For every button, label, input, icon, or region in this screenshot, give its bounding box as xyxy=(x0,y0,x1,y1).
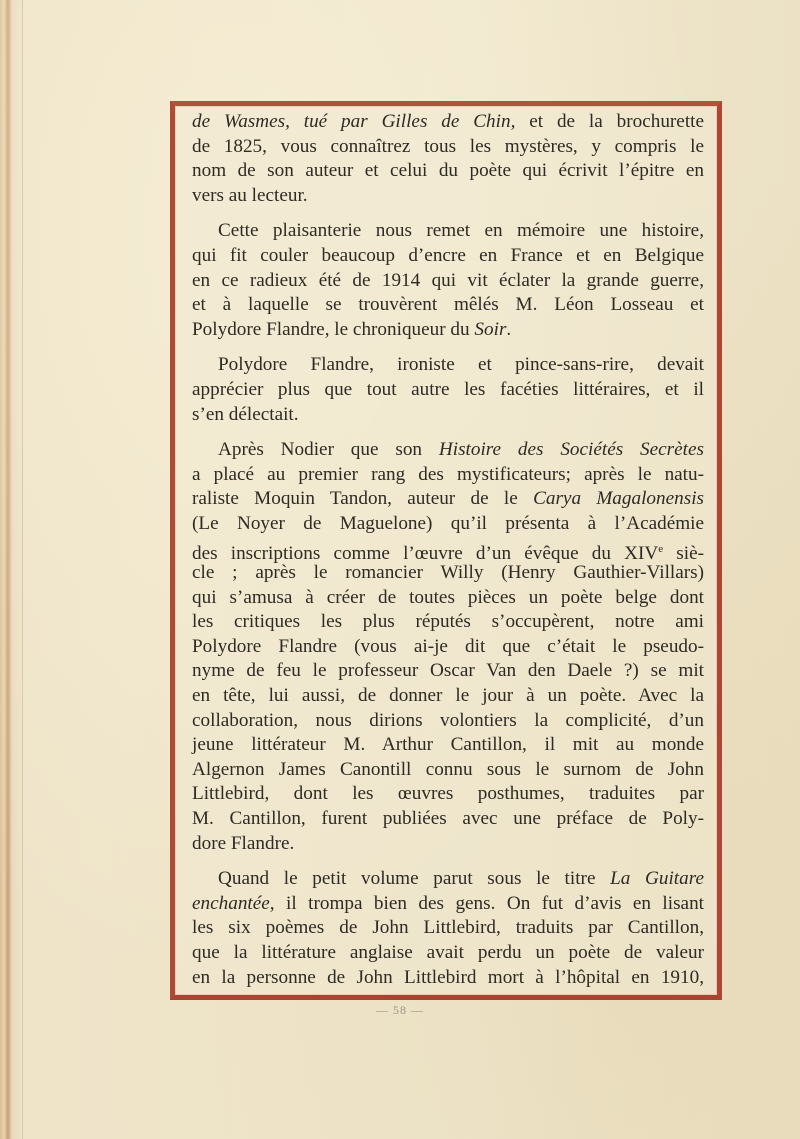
italic-text: Histoire des Sociétés Secrètes xyxy=(438,439,704,461)
text-run: Polydore Flandre, ironiste et pince-sans-rire, devait xyxy=(218,354,704,376)
text-line xyxy=(192,966,704,991)
page-number: — 58 — xyxy=(376,1003,424,1017)
text-line xyxy=(192,916,704,941)
text-run: jeune littérateur M. Arthur Cantillon, il mit au monde xyxy=(192,734,704,756)
paragraph-gap xyxy=(192,208,704,219)
text-run: les six poèmes de John Littlebird, traduits par Cantillon, xyxy=(192,917,704,939)
text-run: cle ; après le romancier Willy (Henry Gauthier-Villars) xyxy=(192,562,704,584)
text-run: , il trompa bien des gens. On fut d’avis en lisant xyxy=(269,892,704,914)
text-run: Polydore Flandre (vous ai-je dit que c’était le pseudo- xyxy=(192,635,704,657)
text-run: dore Flandre. xyxy=(192,832,295,854)
text-run: Cette plaisanterie nous remet en mémoire une histoire, xyxy=(218,220,704,242)
book-spine-crease xyxy=(22,0,23,1139)
text-run: qui s’amusa à créer de toutes pièces un poète belge dont xyxy=(192,586,704,608)
text-run: M. Cantillon, furent publiées avec une préface de Poly- xyxy=(192,808,704,830)
text-line xyxy=(192,353,704,378)
text-line xyxy=(192,659,704,684)
italic-text: enchantée xyxy=(192,892,270,914)
italic-text: La Guitare xyxy=(610,868,704,890)
text-line xyxy=(192,684,704,709)
text-line xyxy=(192,184,704,209)
text-line xyxy=(192,318,704,343)
text-run: en tête, lui aussi, de donner le jour à un poète. Avec la xyxy=(192,685,704,707)
text-line xyxy=(192,463,704,488)
text-line xyxy=(192,733,704,758)
text-run: Quand le petit volume parut sous le titre xyxy=(218,868,611,890)
text-line xyxy=(192,807,704,832)
text-line xyxy=(192,832,704,857)
text-line xyxy=(192,244,704,269)
text-run: siè- xyxy=(663,542,704,564)
text-line xyxy=(192,635,704,660)
text-line xyxy=(192,403,704,428)
text-run: . xyxy=(506,318,512,340)
paragraph xyxy=(192,353,704,427)
text-run: apprécier plus que tout autre les facéties littéraires, et il xyxy=(192,378,704,400)
text-run: nyme de feu le professeur Oscar Van den Daele ?) se mit xyxy=(192,660,704,682)
text-line xyxy=(192,487,704,512)
paragraph xyxy=(192,867,704,990)
text-run: collaboration, nous dirions volontiers la complicité, d’un xyxy=(192,709,704,731)
paragraph xyxy=(192,219,704,342)
text-line xyxy=(192,586,704,611)
text-run: Polydore Flandre, le chroniqueur du xyxy=(192,318,475,340)
paragraph xyxy=(192,438,704,856)
text-line xyxy=(192,867,704,892)
text-run: qui fit couler beaucoup d’encre en France et en Belgique xyxy=(192,244,704,266)
text-run: des inscriptions comme l’œuvre d’un évêque du XIV xyxy=(192,542,659,564)
page-border-frame xyxy=(170,101,722,1000)
text-line xyxy=(192,892,704,917)
page-body-text xyxy=(192,110,704,990)
text-run: a placé au premier rang des mystificateurs; après le natu- xyxy=(192,463,704,485)
text-run: Littlebird, dont les œuvres posthumes, traduites par xyxy=(192,783,704,805)
text-line xyxy=(192,537,704,562)
text-run: que la littérature anglaise avait perdu un poète de valeur xyxy=(192,942,704,963)
text-line xyxy=(192,610,704,635)
text-run: et à laquelle se trouvèrent mêlés M. Léon Losseau et xyxy=(192,294,704,316)
text-line xyxy=(192,709,704,734)
text-line xyxy=(192,110,704,135)
text-line xyxy=(192,561,704,586)
text-line xyxy=(192,219,704,244)
text-run: en la personne de John Littlebird mort à l’hôpital en 1910, xyxy=(192,966,704,988)
superscript-text: e xyxy=(658,542,664,555)
text-line xyxy=(192,438,704,463)
paragraph-gap xyxy=(192,342,704,353)
text-run: nom de son auteur et celui du poète qui écrivit l’épitre en xyxy=(192,160,704,182)
text-run: et de la brochurette xyxy=(515,111,705,132)
text-run: Après Nodier que son xyxy=(218,439,439,461)
text-line xyxy=(192,758,704,783)
italic-text: de Wasmes, tué par Gilles de Chin, xyxy=(192,111,516,132)
paragraph-gap xyxy=(192,856,704,867)
paragraph xyxy=(192,110,704,208)
text-line xyxy=(192,512,704,537)
text-line xyxy=(192,378,704,403)
text-run: Algernon James Canontill connu sous le surnom de John xyxy=(192,758,704,780)
text-line xyxy=(192,135,704,160)
text-run: raliste Moquin Tandon, auteur de le xyxy=(192,488,534,510)
text-line xyxy=(192,782,704,807)
text-run: s’en délectait. xyxy=(192,403,299,425)
text-line xyxy=(192,269,704,294)
text-line xyxy=(192,159,704,184)
text-line xyxy=(192,941,704,966)
text-run: les critiques les plus réputés s’occupèrent, notre ami xyxy=(192,611,704,633)
italic-text: Soir xyxy=(474,318,507,340)
text-run: en ce radieux été de 1914 qui vit éclater la grande guerre, xyxy=(192,269,704,291)
text-line xyxy=(192,293,704,318)
italic-text: Carya Magalonensis xyxy=(533,488,704,510)
text-run: (Le Noyer de Maguelone) qu’il présenta à l’Académie xyxy=(192,512,704,534)
text-run: vers au lecteur. xyxy=(192,184,308,206)
text-run: de 1825, vous connaîtrez tous les mystères, y compris le xyxy=(192,135,704,157)
paragraph-gap xyxy=(192,427,704,438)
